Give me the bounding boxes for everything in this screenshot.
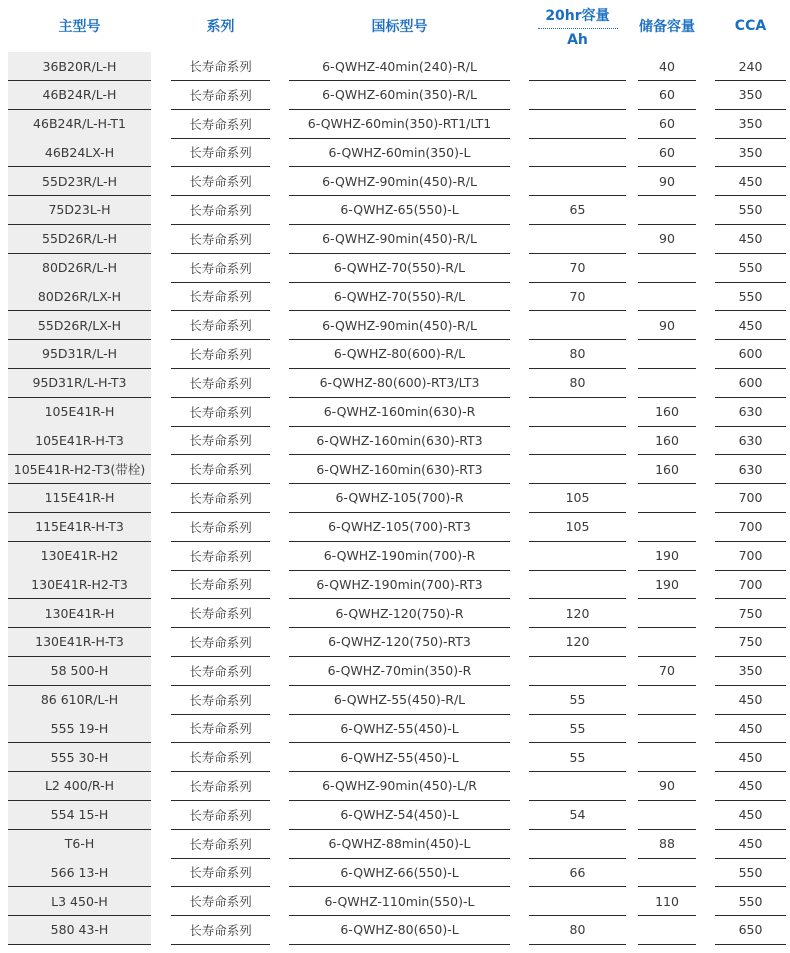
header-capacity-divider xyxy=(538,28,618,29)
cell-capacity-ah xyxy=(529,657,626,686)
header-capacity-label: 20hr容量 xyxy=(545,8,610,24)
cell-national-model: 6-QWHZ-60min(350)-RT1/LT1 xyxy=(289,110,510,139)
cell-capacity-ah xyxy=(529,426,626,455)
cell-reserve-capacity xyxy=(638,282,696,311)
cell-national-model: 6-QWHZ-70min(350)-R xyxy=(289,657,510,686)
cell-national-model: 6-QWHZ-88min(450)-L xyxy=(289,830,510,859)
cell-capacity-ah xyxy=(529,225,626,254)
cell-model: 105E41R-H xyxy=(8,398,151,427)
cell-reserve-capacity xyxy=(638,254,696,283)
cell-reserve-capacity xyxy=(638,196,696,225)
cell-series: 长寿命系列 xyxy=(171,398,270,427)
cell-model: 130E41R-H2 xyxy=(8,542,151,571)
cell-cca: 750 xyxy=(715,599,786,628)
cell-cca: 550 xyxy=(715,887,786,916)
cell-capacity-ah: 55 xyxy=(529,743,626,772)
cell-cca: 450 xyxy=(715,830,786,859)
cell-national-model: 6-QWHZ-80(600)-R/L xyxy=(289,340,510,369)
cell-model: 555 19-H xyxy=(8,714,151,743)
cell-model: 46B24R/L-H-T1 xyxy=(8,110,151,139)
cell-national-model: 6-QWHZ-190min(700)-R xyxy=(289,542,510,571)
header-reserve-capacity: 储备容量 xyxy=(639,19,695,35)
table-row xyxy=(0,887,790,916)
cell-reserve-capacity: 190 xyxy=(638,570,696,599)
cell-model: 36B20R/L-H xyxy=(8,52,151,81)
cell-reserve-capacity: 110 xyxy=(638,887,696,916)
cell-capacity-ah xyxy=(529,398,626,427)
cell-capacity-ah xyxy=(529,455,626,484)
table-row xyxy=(0,340,790,369)
cell-model: 555 30-H xyxy=(8,743,151,772)
cell-reserve-capacity: 60 xyxy=(638,110,696,139)
cell-cca: 700 xyxy=(715,484,786,513)
cell-capacity-ah xyxy=(529,570,626,599)
cell-model: 80D26R/LX-H xyxy=(8,282,151,311)
cell-capacity-ah: 80 xyxy=(529,340,626,369)
cell-series: 长寿命系列 xyxy=(171,542,270,571)
cell-reserve-capacity: 90 xyxy=(638,772,696,801)
cell-cca: 550 xyxy=(715,254,786,283)
cell-model: 130E41R-H xyxy=(8,599,151,628)
cell-reserve-capacity xyxy=(638,686,696,715)
cell-series: 长寿命系列 xyxy=(171,916,270,945)
cell-cca: 450 xyxy=(715,311,786,340)
cell-cca: 450 xyxy=(715,686,786,715)
cell-cca: 600 xyxy=(715,340,786,369)
cell-series: 长寿命系列 xyxy=(171,858,270,887)
cell-series: 长寿命系列 xyxy=(171,686,270,715)
cell-national-model: 6-QWHZ-70(550)-R/L xyxy=(289,282,510,311)
table-row xyxy=(0,484,790,513)
cell-reserve-capacity xyxy=(638,513,696,542)
cell-model: 46B24LX-H xyxy=(8,138,151,167)
cell-model: 566 13-H xyxy=(8,858,151,887)
cell-reserve-capacity xyxy=(638,916,696,945)
cell-series: 长寿命系列 xyxy=(171,254,270,283)
cell-model: 55D26R/L-H xyxy=(8,225,151,254)
cell-capacity-ah xyxy=(529,887,626,916)
table-row xyxy=(0,570,790,599)
cell-cca: 650 xyxy=(715,916,786,945)
cell-series: 长寿命系列 xyxy=(171,81,270,110)
cell-model: 554 15-H xyxy=(8,801,151,830)
cell-series: 长寿命系列 xyxy=(171,628,270,657)
battery-spec-table xyxy=(0,52,790,945)
cell-reserve-capacity: 90 xyxy=(638,225,696,254)
cell-series: 长寿命系列 xyxy=(171,426,270,455)
cell-model: 55D26R/LX-H xyxy=(8,311,151,340)
table-row xyxy=(0,369,790,398)
cell-cca: 450 xyxy=(715,167,786,196)
cell-capacity-ah xyxy=(529,110,626,139)
table-row xyxy=(0,801,790,830)
cell-cca: 450 xyxy=(715,772,786,801)
cell-national-model: 6-QWHZ-160min(630)-RT3 xyxy=(289,426,510,455)
cell-model: 130E41R-H2-T3 xyxy=(8,570,151,599)
cell-series: 长寿命系列 xyxy=(171,599,270,628)
cell-reserve-capacity: 60 xyxy=(638,81,696,110)
table-row xyxy=(0,110,790,139)
table-row xyxy=(0,542,790,571)
cell-model: 46B24R/L-H xyxy=(8,81,151,110)
cell-capacity-ah xyxy=(529,81,626,110)
cell-series: 长寿命系列 xyxy=(171,772,270,801)
cell-cca: 450 xyxy=(715,225,786,254)
cell-series: 长寿命系列 xyxy=(171,110,270,139)
cell-series: 长寿命系列 xyxy=(171,801,270,830)
cell-series: 长寿命系列 xyxy=(171,138,270,167)
table-row xyxy=(0,686,790,715)
cell-model: L3 450-H xyxy=(8,887,151,916)
cell-national-model: 6-QWHZ-70(550)-R/L xyxy=(289,254,510,283)
cell-series: 长寿命系列 xyxy=(171,225,270,254)
cell-model: 130E41R-H-T3 xyxy=(8,628,151,657)
cell-capacity-ah: 120 xyxy=(529,628,626,657)
cell-series: 长寿命系列 xyxy=(171,196,270,225)
cell-model: 58 500-H xyxy=(8,657,151,686)
cell-model: 580 43-H xyxy=(8,916,151,945)
cell-model: 115E41R-H-T3 xyxy=(8,513,151,542)
cell-capacity-ah: 120 xyxy=(529,599,626,628)
cell-model: 105E41R-H-T3 xyxy=(8,426,151,455)
cell-reserve-capacity: 190 xyxy=(638,542,696,571)
cell-reserve-capacity xyxy=(638,599,696,628)
cell-capacity-ah xyxy=(529,542,626,571)
cell-cca: 630 xyxy=(715,426,786,455)
table-row xyxy=(0,282,790,311)
cell-national-model: 6-QWHZ-40min(240)-R/L xyxy=(289,52,510,81)
header-capacity xyxy=(529,0,626,52)
cell-series: 长寿命系列 xyxy=(171,887,270,916)
cell-capacity-ah xyxy=(529,830,626,859)
cell-national-model: 6-QWHZ-105(700)-R xyxy=(289,484,510,513)
cell-series: 长寿命系列 xyxy=(171,714,270,743)
cell-national-model: 6-QWHZ-160min(630)-R xyxy=(289,398,510,427)
cell-cca: 350 xyxy=(715,81,786,110)
table-row xyxy=(0,426,790,455)
cell-national-model: 6-QWHZ-120(750)-R xyxy=(289,599,510,628)
cell-model: 95D31R/L-H xyxy=(8,340,151,369)
table-row xyxy=(0,830,790,859)
cell-reserve-capacity: 40 xyxy=(638,52,696,81)
cell-model: 86 610R/L-H xyxy=(8,686,151,715)
cell-reserve-capacity xyxy=(638,858,696,887)
cell-model: T6-H xyxy=(8,830,151,859)
table-row xyxy=(0,196,790,225)
cell-capacity-ah: 70 xyxy=(529,282,626,311)
table-row xyxy=(0,628,790,657)
cell-model: 55D23R/L-H xyxy=(8,167,151,196)
cell-national-model: 6-QWHZ-60min(350)-L xyxy=(289,138,510,167)
cell-cca: 350 xyxy=(715,138,786,167)
table-row xyxy=(0,599,790,628)
cell-reserve-capacity xyxy=(638,484,696,513)
cell-reserve-capacity: 160 xyxy=(638,426,696,455)
cell-series: 长寿命系列 xyxy=(171,657,270,686)
cell-cca: 700 xyxy=(715,542,786,571)
cell-cca: 450 xyxy=(715,743,786,772)
cell-reserve-capacity xyxy=(638,801,696,830)
cell-series: 长寿命系列 xyxy=(171,455,270,484)
cell-series: 长寿命系列 xyxy=(171,282,270,311)
cell-cca: 600 xyxy=(715,369,786,398)
cell-national-model: 6-QWHZ-160min(630)-RT3 xyxy=(289,455,510,484)
cell-capacity-ah xyxy=(529,52,626,81)
cell-model: 95D31R/L-H-T3 xyxy=(8,369,151,398)
cell-cca: 450 xyxy=(715,714,786,743)
cell-series: 长寿命系列 xyxy=(171,743,270,772)
cell-national-model: 6-QWHZ-105(700)-RT3 xyxy=(289,513,510,542)
table-row xyxy=(0,772,790,801)
cell-capacity-ah: 54 xyxy=(529,801,626,830)
table-row xyxy=(0,743,790,772)
cell-national-model: 6-QWHZ-55(450)-L xyxy=(289,743,510,772)
cell-cca: 550 xyxy=(715,196,786,225)
cell-reserve-capacity xyxy=(638,340,696,369)
cell-national-model: 6-QWHZ-60min(350)-R/L xyxy=(289,81,510,110)
cell-cca: 700 xyxy=(715,570,786,599)
cell-cca: 450 xyxy=(715,801,786,830)
header-model: 主型号 xyxy=(58,19,101,35)
table-row xyxy=(0,714,790,743)
cell-cca: 240 xyxy=(715,52,786,81)
cell-national-model: 6-QWHZ-55(450)-R/L xyxy=(289,686,510,715)
table-header xyxy=(0,0,790,52)
cell-capacity-ah xyxy=(529,772,626,801)
cell-series: 长寿命系列 xyxy=(171,570,270,599)
cell-model: 80D26R/L-H xyxy=(8,254,151,283)
cell-national-model: 6-QWHZ-90min(450)-R/L xyxy=(289,167,510,196)
table-row xyxy=(0,167,790,196)
cell-capacity-ah: 65 xyxy=(529,196,626,225)
cell-cca: 550 xyxy=(715,858,786,887)
cell-cca: 630 xyxy=(715,455,786,484)
cell-reserve-capacity: 90 xyxy=(638,311,696,340)
cell-capacity-ah: 80 xyxy=(529,369,626,398)
cell-cca: 700 xyxy=(715,513,786,542)
cell-national-model: 6-QWHZ-80(600)-RT3/LT3 xyxy=(289,369,510,398)
cell-national-model: 6-QWHZ-90min(450)-R/L xyxy=(289,311,510,340)
cell-series: 长寿命系列 xyxy=(171,369,270,398)
cell-capacity-ah: 105 xyxy=(529,484,626,513)
table-row xyxy=(0,455,790,484)
cell-national-model: 6-QWHZ-54(450)-L xyxy=(289,801,510,830)
cell-capacity-ah: 55 xyxy=(529,686,626,715)
cell-reserve-capacity xyxy=(638,369,696,398)
cell-reserve-capacity xyxy=(638,714,696,743)
cell-model: 105E41R-H2-T3(带栓) xyxy=(8,455,151,484)
table-row xyxy=(0,81,790,110)
cell-national-model: 6-QWHZ-80(650)-L xyxy=(289,916,510,945)
cell-reserve-capacity: 160 xyxy=(638,398,696,427)
cell-capacity-ah: 105 xyxy=(529,513,626,542)
cell-series: 长寿命系列 xyxy=(171,830,270,859)
table-row xyxy=(0,254,790,283)
cell-reserve-capacity: 160 xyxy=(638,455,696,484)
cell-cca: 550 xyxy=(715,282,786,311)
cell-model: 75D23L-H xyxy=(8,196,151,225)
cell-national-model: 6-QWHZ-110min(550)-L xyxy=(289,887,510,916)
table-row xyxy=(0,858,790,887)
cell-national-model: 6-QWHZ-66(550)-L xyxy=(289,858,510,887)
cell-series: 长寿命系列 xyxy=(171,311,270,340)
cell-national-model: 6-QWHZ-120(750)-RT3 xyxy=(289,628,510,657)
cell-national-model: 6-QWHZ-190min(700)-RT3 xyxy=(289,570,510,599)
cell-reserve-capacity: 90 xyxy=(638,167,696,196)
table-row xyxy=(0,225,790,254)
cell-capacity-ah: 66 xyxy=(529,858,626,887)
cell-reserve-capacity: 70 xyxy=(638,657,696,686)
cell-capacity-ah xyxy=(529,167,626,196)
cell-series: 长寿命系列 xyxy=(171,513,270,542)
cell-capacity-ah: 80 xyxy=(529,916,626,945)
cell-reserve-capacity: 60 xyxy=(638,138,696,167)
table-row xyxy=(0,513,790,542)
cell-reserve-capacity: 88 xyxy=(638,830,696,859)
cell-capacity-ah xyxy=(529,311,626,340)
cell-series: 长寿命系列 xyxy=(171,340,270,369)
table-row xyxy=(0,398,790,427)
header-cca: CCA xyxy=(734,18,767,34)
table-row xyxy=(0,138,790,167)
cell-series: 长寿命系列 xyxy=(171,52,270,81)
cell-cca: 350 xyxy=(715,657,786,686)
cell-national-model: 6-QWHZ-65(550)-L xyxy=(289,196,510,225)
cell-reserve-capacity xyxy=(638,628,696,657)
cell-national-model: 6-QWHZ-90min(450)-L/R xyxy=(289,772,510,801)
cell-model: L2 400/R-H xyxy=(8,772,151,801)
cell-capacity-ah: 55 xyxy=(529,714,626,743)
cell-cca: 350 xyxy=(715,110,786,139)
header-capacity-unit: Ah xyxy=(567,32,588,48)
header-series: 系列 xyxy=(206,19,235,35)
table-row xyxy=(0,916,790,945)
cell-series: 长寿命系列 xyxy=(171,167,270,196)
header-national-model: 国标型号 xyxy=(371,19,428,35)
cell-model: 115E41R-H xyxy=(8,484,151,513)
cell-cca: 750 xyxy=(715,628,786,657)
table-row xyxy=(0,311,790,340)
cell-reserve-capacity xyxy=(638,743,696,772)
cell-cca: 630 xyxy=(715,398,786,427)
cell-capacity-ah xyxy=(529,138,626,167)
cell-national-model: 6-QWHZ-55(450)-L xyxy=(289,714,510,743)
cell-series: 长寿命系列 xyxy=(171,484,270,513)
table-row xyxy=(0,52,790,81)
table-row xyxy=(0,657,790,686)
cell-capacity-ah: 70 xyxy=(529,254,626,283)
cell-national-model: 6-QWHZ-90min(450)-R/L xyxy=(289,225,510,254)
